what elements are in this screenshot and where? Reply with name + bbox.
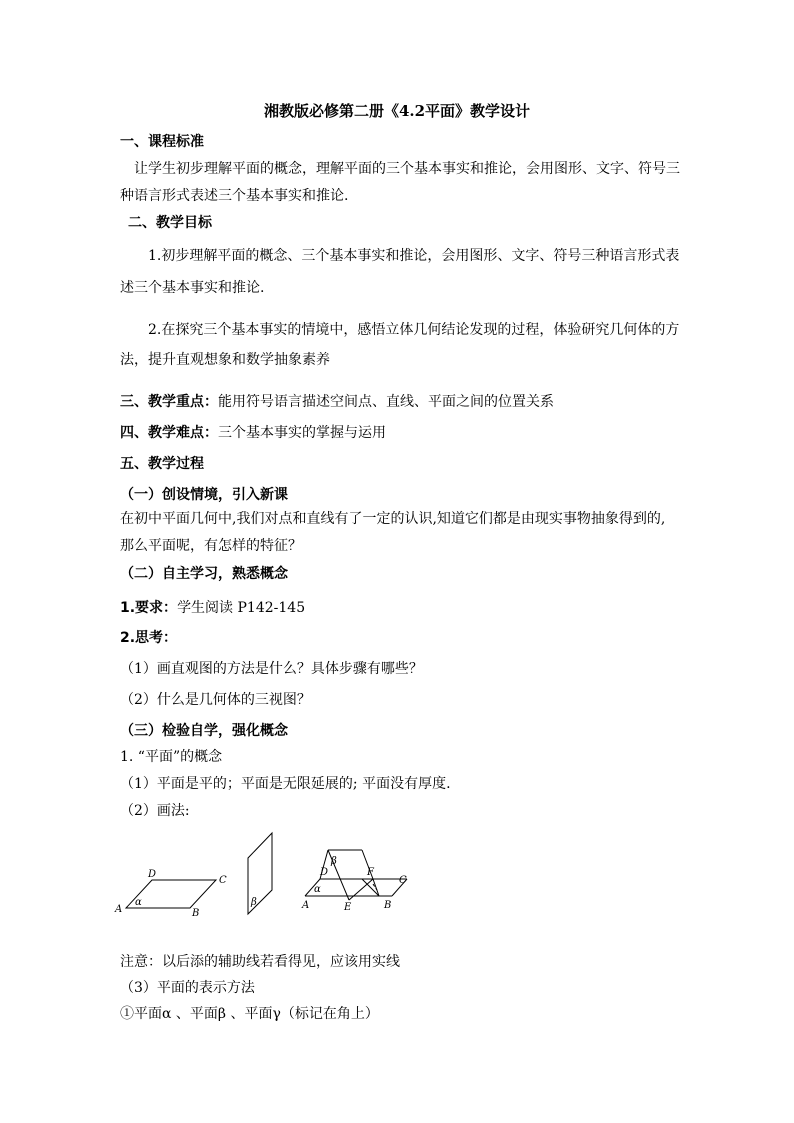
concept-item-4: ①平面α 、平面β 、平面γ（标记在角上） (120, 1006, 379, 1022)
fig1-label-b: B (192, 908, 200, 919)
fig3-label-b: B (384, 900, 392, 911)
subsection-2-heading: （二）自主学习，熟悉概念 (120, 566, 288, 582)
plane-drawings-figure (110, 828, 420, 920)
question-2: （2）什么是几何体的三视图？ (120, 692, 311, 708)
goal-2-line1: 2.在探究三个基本事实的情境中，感悟立体几何结论发现的过程，体验研究几何体的方 (148, 322, 680, 338)
section-2-heading: 二、教学目标 (128, 215, 212, 231)
fig1-label-c: C (219, 875, 227, 886)
section-1-text-line1: 让学生初步理解平面的概念，理解平面的三个基本事实和推论，会用图形、文字、符号三 (134, 161, 680, 177)
concept-item-3: （3）平面的表示方法 (120, 980, 255, 996)
key-points-heading: 三、教学重点： (120, 394, 218, 410)
difficult-points-text: 三个基本事实的掌握与运用 (218, 425, 386, 441)
think-label: 2.思考： (120, 630, 178, 646)
fig3-label-f: F (367, 867, 374, 878)
requirement (120, 598, 305, 618)
fig3-label-alpha: α (314, 884, 321, 895)
key-points (120, 392, 554, 412)
section-1-text-line2: 种语言形式表述三个基本事实和推论. (120, 188, 349, 204)
goal-2-line2: 法，提升直观想象和数学抽象素养 (120, 352, 330, 368)
subsection-3-heading: （三）检验自学，强化概念 (120, 723, 288, 739)
section-5-heading: 五、教学过程 (120, 456, 204, 472)
concept-title: 1. “平面”的概念 (120, 749, 223, 765)
key-points-text: 能用符号语言描述空间点、直线、平面之间的位置关系 (218, 394, 554, 410)
hidden-lines (320, 879, 377, 890)
note: 注意：以后添的辅助线若看得见，应该用实线 (120, 954, 400, 970)
subsection-1-text-line1: 在初中平面几何中,我们对点和直线有了一定的认识,知道它们都是由现实事物抽象得到的, (120, 511, 666, 527)
goal-1-line1: 1.初步理解平面的概念、三个基本事实和推论，会用图形、文字、符号三种语言形式表 (148, 248, 680, 264)
fig1-label-d: D (148, 869, 157, 880)
fig3-label-e: E (344, 902, 352, 913)
difficult-points-heading: 四、教学难点： (120, 425, 218, 441)
fig1-label-alpha: α (135, 897, 142, 908)
question-1: （1）画直观图的方法是什么？具体步骤有哪些？ (120, 661, 423, 677)
fig2-label-beta: β (251, 897, 257, 908)
subsection-1-heading: （一）创设情境，引入新课 (120, 487, 288, 503)
fig1-label-a: A (115, 904, 123, 915)
fig3-label-c: C (399, 875, 407, 886)
fig3-label-beta: β (331, 856, 337, 867)
subsection-1-text-line2: 那么平面呢，有怎样的特征？ (120, 538, 302, 554)
goal-1-line2: 述三个基本事实和推论. (120, 280, 265, 296)
difficult-points (120, 423, 386, 443)
concept-item-1: （1）平面是平的；平面是无限延展的; 平面没有厚度. (120, 776, 451, 792)
page-title: 湘教版必修第二册《4.2平面》教学设计 (263, 102, 531, 120)
fig3-label-a: A (302, 900, 310, 911)
concept-item-2: （2）画法: (120, 803, 190, 819)
requirement-label: 1.要求： (120, 600, 178, 616)
fig3-label-d: D (320, 867, 329, 878)
section-1-heading: 一、课程标准 (120, 134, 204, 150)
requirement-text: 学生阅读 P142-145 (177, 600, 306, 616)
